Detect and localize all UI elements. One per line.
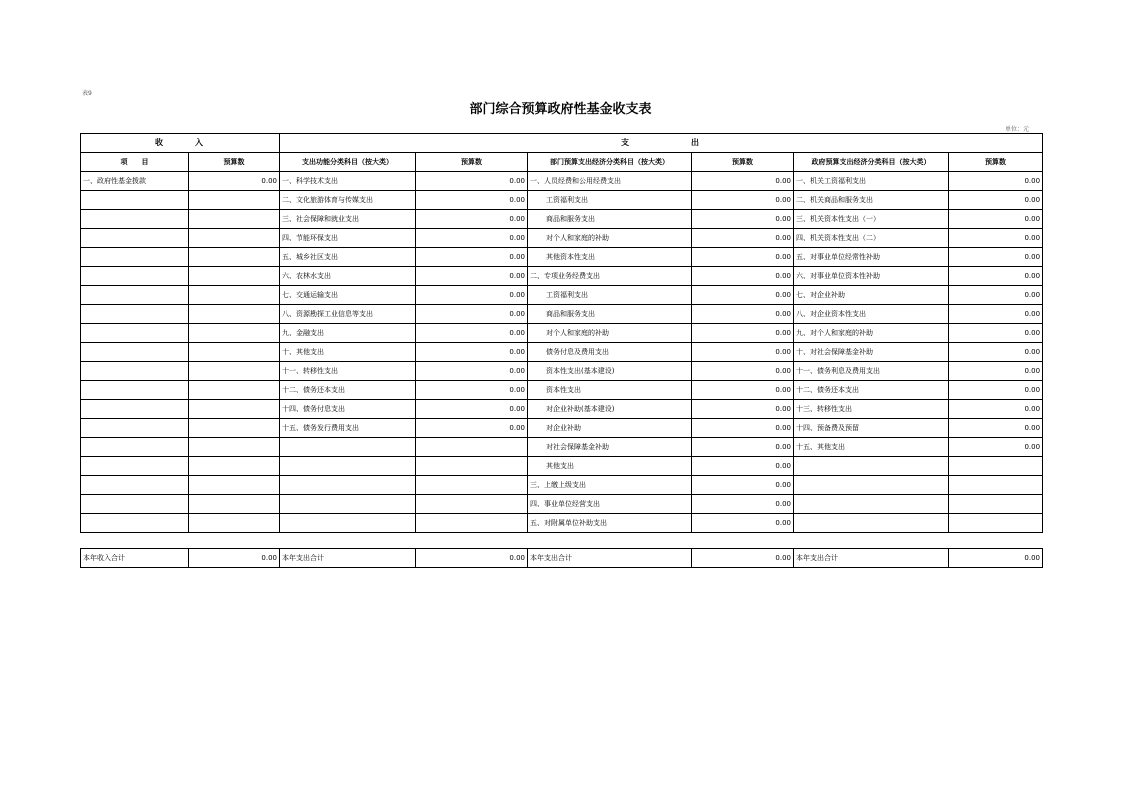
income-budget-cell: [189, 210, 280, 229]
gov-economic-budget-cell: 0.00: [949, 419, 1043, 438]
dept-economic-item-cell: 对社会保障基金补助: [528, 438, 692, 457]
income-header: 收 入: [81, 134, 280, 153]
gov-economic-item-cell: [794, 476, 949, 495]
income-item-cell: [81, 438, 189, 457]
dept-economic-budget-cell: 0.00: [692, 172, 794, 191]
dept-economic-budget-cell: 0.00: [692, 191, 794, 210]
income-budget-cell: [189, 343, 280, 362]
income-item-cell: [81, 400, 189, 419]
functional-item-cell: 九、金融支出: [280, 324, 416, 343]
functional-item-cell: [280, 495, 416, 514]
dept-economic-budget-cell: 0.00: [692, 476, 794, 495]
gov-economic-item-cell: 三、机关资本性支出（一）: [794, 210, 949, 229]
income-item-cell: [81, 514, 189, 533]
functional-item-cell: 十二、债务还本支出: [280, 381, 416, 400]
dept-economic-item-cell: 工资福利支出: [528, 191, 692, 210]
gov-economic-item-cell: 二、机关商品和服务支出: [794, 191, 949, 210]
functional-budget-cell: 0.00: [416, 381, 528, 400]
gov-economic-budget-cell: 0.00: [949, 267, 1043, 286]
income-item-cell: [81, 419, 189, 438]
gov-economic-budget-cell: [949, 514, 1043, 533]
functional-item-cell: [280, 438, 416, 457]
table-row: [81, 191, 1043, 210]
gov-economic-budget-cell: 0.00: [949, 438, 1043, 457]
functional-budget-cell: [416, 495, 528, 514]
dept-economic-item-cell: 资本性支出(基本建设): [528, 362, 692, 381]
gov-economic-budget-cell: 0.00: [949, 343, 1043, 362]
expense-total-value: 0.00: [949, 549, 1043, 568]
dept-economic-item-cell: 对个人和家庭的补助: [528, 324, 692, 343]
header-row-group: [81, 134, 1043, 153]
dept-economic-item-cell: 对个人和家庭的补助: [528, 229, 692, 248]
gov-economic-budget-cell: 0.00: [949, 324, 1043, 343]
dept-economic-item-cell: 其他支出: [528, 457, 692, 476]
dept-economic-item-cell: 其他资本性支出: [528, 248, 692, 267]
gov-economic-budget-cell: 0.00: [949, 400, 1043, 419]
header-row-columns: [81, 153, 1043, 172]
table-row: [81, 305, 1043, 324]
functional-budget-cell: 0.00: [416, 286, 528, 305]
gov-economic-budget-cell: 0.00: [949, 362, 1043, 381]
functional-budget-cell: 0.00: [416, 210, 528, 229]
income-budget-cell: [189, 381, 280, 400]
expense-total-label: 本年支出合计: [528, 549, 692, 568]
gov-economic-budget-cell: 0.00: [949, 305, 1043, 324]
functional-item-cell: [280, 514, 416, 533]
table-row: [81, 343, 1043, 362]
gov-economic-item-cell: 四、机关资本性支出（二）: [794, 229, 949, 248]
income-budget-cell: 0.00: [189, 172, 280, 191]
table-row: [81, 210, 1043, 229]
gov-economic-item-cell: [794, 457, 949, 476]
table-row: [81, 362, 1043, 381]
expense-header: 支 出: [280, 134, 1043, 153]
income-item-cell: [81, 495, 189, 514]
income-item-cell: [81, 362, 189, 381]
expense-total-value: 0.00: [692, 549, 794, 568]
dept-economic-item-cell: 资本性支出: [528, 381, 692, 400]
gov-economic-item-cell: 十、对社会保障基金补助: [794, 343, 949, 362]
functional-item-cell: 六、农林水支出: [280, 267, 416, 286]
income-item-cell: [81, 305, 189, 324]
gov-economic-item-cell: 六、对事业单位资本性补助: [794, 267, 949, 286]
functional-budget-cell: 0.00: [416, 229, 528, 248]
functional-item-cell: 十五、债务发行费用支出: [280, 419, 416, 438]
dept-economic-budget-cell: 0.00: [692, 286, 794, 305]
table-row: [81, 248, 1043, 267]
income-item-cell: 一、政府性基金拨款: [81, 172, 189, 191]
income-budget-cell: [189, 419, 280, 438]
functional-item-cell: 二、文化旅游体育与传媒支出: [280, 191, 416, 210]
table-row: [81, 457, 1043, 476]
gov-economic-item-cell: 十二、债务还本支出: [794, 381, 949, 400]
income-budget-cell: [189, 248, 280, 267]
gov-economic-budget-cell: [949, 476, 1043, 495]
income-budget-cell: [189, 438, 280, 457]
totals-row: [81, 549, 1043, 568]
functional-budget-cell: 0.00: [416, 419, 528, 438]
table-row: [81, 286, 1043, 305]
income-item-cell: [81, 381, 189, 400]
table-tag: 表9: [82, 90, 92, 97]
dept-economic-budget-cell: 0.00: [692, 267, 794, 286]
dept-economic-budget-cell: 0.00: [692, 419, 794, 438]
gov-economic-budget-cell: 0.00: [949, 248, 1043, 267]
col-functional-header: 支出功能分类科目（按大类）: [280, 153, 416, 172]
gov-economic-item-cell: 十一、债务利息及费用支出: [794, 362, 949, 381]
functional-item-cell: 一、科学技术支出: [280, 172, 416, 191]
income-budget-cell: [189, 229, 280, 248]
functional-budget-cell: 0.00: [416, 305, 528, 324]
dept-economic-budget-cell: 0.00: [692, 381, 794, 400]
functional-item-cell: [280, 457, 416, 476]
dept-economic-budget-cell: 0.00: [692, 248, 794, 267]
col-budget-header: 预算数: [189, 153, 280, 172]
functional-budget-cell: [416, 514, 528, 533]
gov-economic-budget-cell: [949, 457, 1043, 476]
dept-economic-budget-cell: 0.00: [692, 210, 794, 229]
table-row: [81, 514, 1043, 533]
table-row: [81, 419, 1043, 438]
gov-economic-item-cell: [794, 495, 949, 514]
gov-economic-budget-cell: [949, 495, 1043, 514]
gov-economic-budget-cell: 0.00: [949, 229, 1043, 248]
functional-budget-cell: 0.00: [416, 324, 528, 343]
gov-economic-item-cell: 五、对事业单位经常性补助: [794, 248, 949, 267]
income-item-cell: [81, 191, 189, 210]
table-row: [81, 381, 1043, 400]
dept-economic-item-cell: 五、对附属单位补助支出: [528, 514, 692, 533]
income-budget-cell: [189, 191, 280, 210]
table-row: [81, 476, 1043, 495]
income-item-cell: [81, 248, 189, 267]
table-row: [81, 324, 1043, 343]
income-budget-cell: [189, 305, 280, 324]
table-row: [81, 172, 1043, 191]
functional-budget-cell: [416, 438, 528, 457]
functional-budget-cell: [416, 457, 528, 476]
functional-budget-cell: 0.00: [416, 267, 528, 286]
income-budget-cell: [189, 400, 280, 419]
dept-economic-budget-cell: 0.00: [692, 400, 794, 419]
dept-economic-item-cell: 二、专项业务经费支出: [528, 267, 692, 286]
functional-budget-cell: 0.00: [416, 343, 528, 362]
income-item-cell: [81, 229, 189, 248]
gov-economic-item-cell: 八、对企业资本性支出: [794, 305, 949, 324]
income-item-cell: [81, 343, 189, 362]
functional-budget-cell: [416, 476, 528, 495]
dept-economic-item-cell: 商品和服务支出: [528, 305, 692, 324]
dept-economic-item-cell: 对企业补助(基本建设): [528, 400, 692, 419]
col-gov-economic-header: 政府预算支出经济分类科目（按大类）: [794, 153, 949, 172]
functional-item-cell: 三、社会保障和就业支出: [280, 210, 416, 229]
col-dept-economic-header: 部门预算支出经济分类科目（按大类）: [528, 153, 692, 172]
gov-economic-item-cell: 十四、预备费及预留: [794, 419, 949, 438]
dept-economic-item-cell: 商品和服务支出: [528, 210, 692, 229]
dept-economic-item-cell: 四、事业单位经营支出: [528, 495, 692, 514]
col-budget-header: 预算数: [949, 153, 1043, 172]
col-budget-header: 预算数: [692, 153, 794, 172]
income-budget-cell: [189, 324, 280, 343]
gov-economic-budget-cell: 0.00: [949, 172, 1043, 191]
dept-economic-item-cell: 对企业补助: [528, 419, 692, 438]
dept-economic-item-cell: 一、人员经费和公用经费支出: [528, 172, 692, 191]
page-title: 部门综合预算政府性基金收支表: [469, 102, 652, 117]
functional-item-cell: 七、交通运输支出: [280, 286, 416, 305]
dept-economic-budget-cell: 0.00: [692, 362, 794, 381]
dept-economic-budget-cell: 0.00: [692, 514, 794, 533]
gov-economic-item-cell: 一、机关工资福利支出: [794, 172, 949, 191]
functional-budget-cell: 0.00: [416, 191, 528, 210]
income-budget-cell: [189, 476, 280, 495]
income-item-cell: [81, 267, 189, 286]
gov-economic-item-cell: 十三、转移性支出: [794, 400, 949, 419]
col-budget-header: 预算数: [416, 153, 528, 172]
table-row: [81, 400, 1043, 419]
table-row: [81, 267, 1043, 286]
functional-budget-cell: 0.00: [416, 400, 528, 419]
income-total-value: 0.00: [189, 549, 280, 568]
expense-total-value: 0.00: [416, 549, 528, 568]
gov-economic-item-cell: [794, 514, 949, 533]
gov-economic-item-cell: 七、对企业补助: [794, 286, 949, 305]
gov-economic-budget-cell: 0.00: [949, 381, 1043, 400]
table-row: [81, 495, 1043, 514]
dept-economic-budget-cell: 0.00: [692, 305, 794, 324]
functional-item-cell: 四、节能环保支出: [280, 229, 416, 248]
income-budget-cell: [189, 514, 280, 533]
functional-item-cell: 十四、债务付息支出: [280, 400, 416, 419]
dept-economic-item-cell: 工资福利支出: [528, 286, 692, 305]
functional-budget-cell: 0.00: [416, 172, 528, 191]
functional-budget-cell: 0.00: [416, 248, 528, 267]
gov-economic-budget-cell: 0.00: [949, 286, 1043, 305]
income-budget-cell: [189, 362, 280, 381]
table-row: [81, 438, 1043, 457]
income-budget-cell: [189, 457, 280, 476]
dept-economic-budget-cell: 0.00: [692, 438, 794, 457]
dept-economic-budget-cell: 0.00: [692, 343, 794, 362]
dept-economic-budget-cell: 0.00: [692, 457, 794, 476]
table-row: [81, 229, 1043, 248]
income-budget-cell: [189, 495, 280, 514]
dept-economic-budget-cell: 0.00: [692, 495, 794, 514]
col-item-header: 项 目: [81, 153, 189, 172]
income-total-label: 本年收入合计: [81, 549, 189, 568]
gov-economic-item-cell: 十五、其他支出: [794, 438, 949, 457]
functional-item-cell: [280, 476, 416, 495]
gov-economic-item-cell: 九、对个人和家庭的补助: [794, 324, 949, 343]
income-item-cell: [81, 210, 189, 229]
dept-economic-item-cell: 三、上缴上级支出: [528, 476, 692, 495]
expense-total-label: 本年支出合计: [794, 549, 949, 568]
dept-economic-item-cell: 债务付息及费用支出: [528, 343, 692, 362]
dept-economic-budget-cell: 0.00: [692, 229, 794, 248]
functional-budget-cell: 0.00: [416, 362, 528, 381]
budget-table: [80, 133, 1043, 533]
functional-item-cell: 十一、转移性支出: [280, 362, 416, 381]
dept-economic-budget-cell: 0.00: [692, 324, 794, 343]
income-item-cell: [81, 324, 189, 343]
income-item-cell: [81, 457, 189, 476]
expense-total-label: 本年支出合计: [280, 549, 416, 568]
gov-economic-budget-cell: 0.00: [949, 210, 1043, 229]
unit-label: 单位：元: [1005, 126, 1030, 133]
income-item-cell: [81, 476, 189, 495]
gov-economic-budget-cell: 0.00: [949, 191, 1043, 210]
functional-item-cell: 十、其他支出: [280, 343, 416, 362]
functional-item-cell: 五、城乡社区支出: [280, 248, 416, 267]
totals-table: [80, 548, 1043, 568]
income-budget-cell: [189, 267, 280, 286]
income-budget-cell: [189, 286, 280, 305]
income-item-cell: [81, 286, 189, 305]
functional-item-cell: 八、资源勘探工业信息等支出: [280, 305, 416, 324]
